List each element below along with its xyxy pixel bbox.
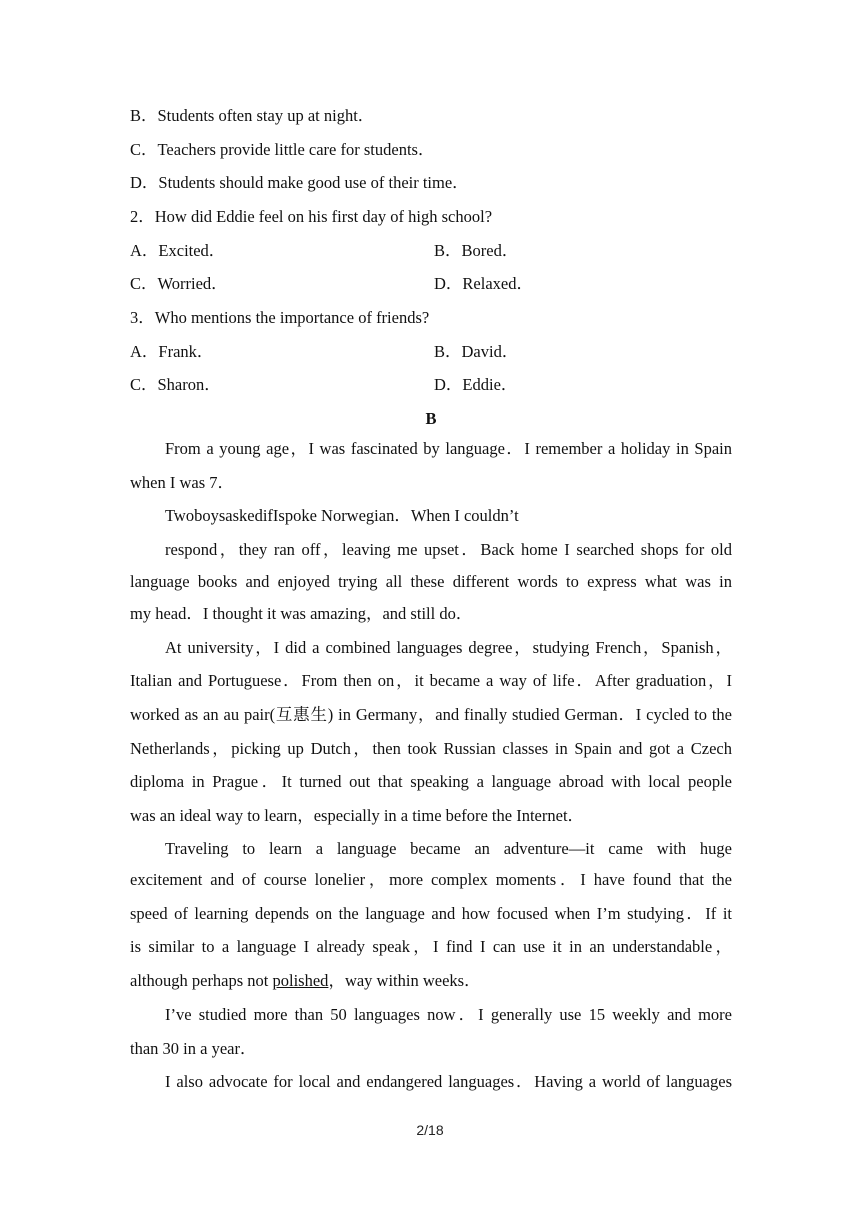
q3-option-b: B．David．: [434, 342, 519, 361]
passage-line: excitement and of course lonelier，more complex moments．I have found that the: [130, 870, 732, 889]
passage-line: I’ve studied more than 50 languages now．I generally use 15 weekly and more: [165, 1005, 732, 1024]
underlined-word: polished: [272, 971, 329, 990]
passage-line: TwoboysaskedifIspoke Norwegian．When I couldn’t: [165, 506, 519, 525]
passage-text: although perhaps not: [130, 971, 273, 990]
passage-text: ，way within weeks．: [328, 971, 481, 990]
passage-line: language books and enjoyed trying all these different words to express what was in: [130, 572, 732, 591]
passage-line: respond，they ran off，leaving me upset．Back home I searched shops for old: [165, 540, 732, 559]
passage-line: when I was 7．: [130, 473, 235, 492]
passage-line: I also advocate for local and endangered languages．Having a world of languages: [165, 1072, 732, 1091]
passage-line: speed of learning depends on the language and how focused when I’m studying．If it: [130, 904, 732, 923]
page-number: 2/18: [416, 1122, 444, 1138]
passage-line: my head．I thought it was amazing，and still do．: [130, 604, 473, 623]
q1-option-c: C．Teachers provide little care for students．: [130, 140, 435, 159]
passage-line: Traveling to learn a language became an adventure—it came with huge: [165, 839, 732, 858]
q3-option-c: C．Sharon．: [130, 375, 221, 394]
passage-line: Netherlands，picking up Dutch，then took Russian classes in Spain and got a Czech: [130, 739, 732, 758]
passage-line: From a young age，I was fascinated by language．I remember a holiday in Spain: [165, 439, 732, 458]
passage-line: Italian and Portuguese．From then on，it became a way of life．After graduation，I: [130, 671, 732, 690]
q2-option-a: A．Excited．: [130, 241, 226, 260]
passage-line: [130, 969, 732, 993]
q1-option-b: B．Students often stay up at night．: [130, 106, 375, 125]
q2-option-b: B．Bored．: [434, 241, 519, 260]
q3-option-a: A．Frank．: [130, 342, 214, 361]
passage-line: worked as an au pair(互惠生) in Germany，and finally studied German．I cycled to the: [130, 705, 732, 724]
passage-line: than 30 in a year．: [130, 1039, 257, 1058]
passage-line: is similar to a language I already speak，I find I can use it in an understandable，: [130, 937, 732, 956]
q2-option-d: D．Relaxed．: [434, 274, 533, 293]
passage-line: was an ideal way to learn，especially in a time before the Internet．: [130, 806, 585, 825]
section-heading: B: [425, 409, 437, 428]
q3-option-d: D．Eddie．: [434, 375, 518, 394]
q3-stem: 3．Who mentions the importance of friends?: [130, 308, 430, 327]
q2-stem: 2．How did Eddie feel on his first day of high school?: [130, 207, 493, 226]
passage-line: diploma in Prague．It turned out that speaking a language abroad with local people: [130, 772, 732, 791]
passage-line: At university，I did a combined languages degree，studying French，Spanish，: [165, 638, 732, 657]
q1-option-d: D．Students should make good use of their time．: [130, 173, 469, 192]
q2-option-c: C．Worried．: [130, 274, 228, 293]
